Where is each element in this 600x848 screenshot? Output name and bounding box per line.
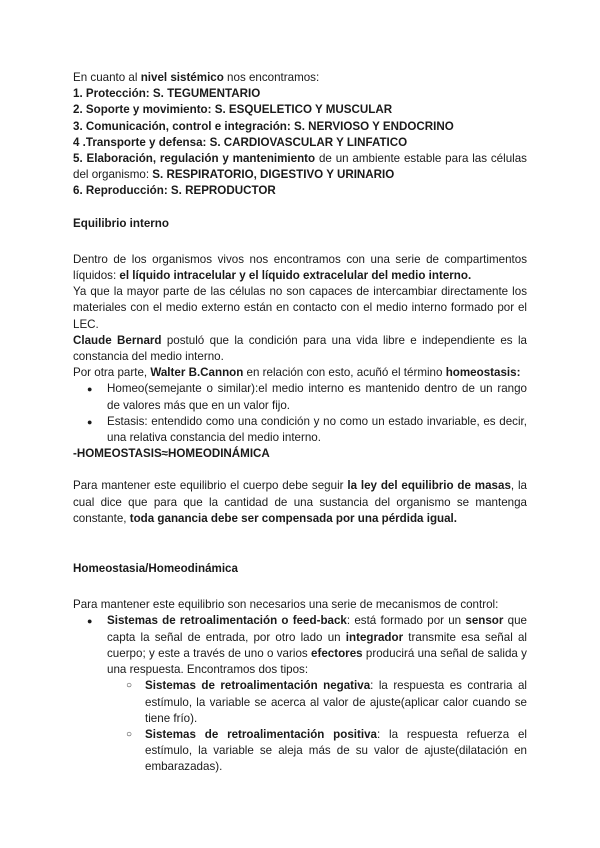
text: Dentro de los organismos vivos nos encontramos con una serie de compartimentos líquidos: [73, 252, 527, 283]
level-label: 6. Reproducción: [73, 184, 171, 198]
level-value: S. NERVIOSO Y ENDOCRINO [293, 119, 454, 133]
bold-text: Sistemas de retroalimentación negativa [145, 679, 371, 693]
text: Para mantener este equilibrio el cuerpo debe seguir [73, 479, 348, 493]
document-page [73, 70, 527, 776]
paragraph-mecanismos: Para mantener este equilibrio son necesarios una serie de mecanismos de control: [73, 598, 499, 612]
bold-text: Walter B.Cannon [150, 366, 244, 380]
level-label: 2. Soporte y movimiento: [73, 103, 215, 117]
level-value: S. RESPIRATORIO, DIGESTIVO Y URINARIO [152, 168, 395, 182]
level-item-6 [73, 183, 527, 199]
level-label: 4 .Transporte y defensa: [73, 135, 210, 149]
text: : la respuesta es contraria al estímulo, la variable se acerca al valor de ajuste(aplicar calor cuando se tiene frío). [145, 679, 527, 725]
equation-line [73, 446, 527, 462]
text: Por otra parte, [73, 366, 151, 380]
list-item-negative [73, 678, 527, 727]
list-item: ● Estasis: entendido como una condición y no como un estado invariable, es decir, una relativa constancia del medio interno. [73, 414, 527, 446]
list-item: ● Homeo(semejante o similar):el medio interno es mantenido dentro de un rango de valores más que en un valor fijo. [73, 381, 527, 413]
section-heading-equilibrio: Equilibrio interno [73, 216, 169, 230]
text: en relación con esto, acuñó el término [243, 366, 446, 380]
intro-text: En cuanto al [73, 71, 141, 84]
bold-text: Sistemas de retroalimentación positiva [145, 727, 377, 741]
feedback-subtypes-list [73, 678, 527, 775]
bold-text: toda ganancia debe ser compensada por una pérdida igual. [129, 511, 457, 525]
bold-text: integrador [345, 630, 404, 644]
intro-bold: nivel sistémico [140, 71, 224, 84]
bold-text: efectores [311, 646, 363, 660]
text: , la cual dice que para que la cantidad de una sustancia del organismo se mantenga constante, [73, 479, 527, 525]
level-item-3 [73, 119, 527, 135]
text: que capta la señal de entrada, por otro lado un [107, 614, 527, 644]
bold-text: la ley del equilibrio de masas [347, 479, 511, 493]
text: : está formado por un [346, 614, 466, 628]
level-value: S. ESQUELETICO Y MUSCULAR [214, 103, 393, 117]
level-item-5 [73, 151, 527, 183]
section-heading-homeostasia: Homeostasia/Homeodinámica [73, 562, 238, 576]
paragraph-bernard [73, 333, 527, 365]
level-label: 5. Elaboración, regulación y mantenimiento [73, 152, 316, 166]
text: transmite esa señal al cuerpo; y este a través de uno o varios [107, 630, 527, 660]
paragraph-lec: Ya que la mayor parte de las células no son capaces de intercambiar directamente los materiales con el medio externo están en contacto con el medio interno formado por el LEC. [73, 285, 527, 331]
bold-text: homeostasis: [445, 366, 521, 380]
text: : la respuesta refuerza el estímulo, la variable se aleja más de su valor de ajuste(dilatación en embarazadas). [145, 727, 527, 774]
homeostasis-list [73, 381, 527, 446]
bold-text: el líquido intracelular y el líquido extracelular del medio interno. [119, 269, 472, 283]
bold-text: sensor [465, 614, 504, 628]
level-item-2 [73, 102, 527, 118]
bold-text: Claude Bernard [73, 333, 162, 347]
level-label: 3. Comunicación, control e integración: [73, 119, 294, 133]
text: postuló que la condición para una vida libre e independiente es la constancia del medio interno. [73, 333, 527, 364]
feedback-list [73, 613, 527, 678]
bold-text: -HOMEOSTASIS≈HOMEODINÁMICA [73, 447, 270, 461]
intro-paragraph [73, 70, 527, 86]
paragraph-masas [73, 478, 527, 527]
level-value: S. TEGUMENTARIO [152, 87, 261, 101]
bold-text: Sistemas de retroalimentación o feed-back [107, 614, 347, 628]
list-item-feedback [73, 613, 527, 678]
level-value: S. REPRODUCTOR [170, 184, 276, 198]
list-item-positive [73, 727, 527, 776]
level-item-1 [73, 86, 527, 102]
level-label: 1. Protección: [73, 87, 153, 101]
text: producirá una señal de salida y una respuesta. Encontramos dos tipos: [107, 646, 527, 677]
paragraph-cannon [73, 365, 527, 381]
intro-text-2: nos encontramos: [223, 71, 320, 84]
level-value: S. CARDIOVASCULAR Y LINFATICO [209, 135, 408, 149]
level-item-4 [73, 135, 527, 151]
level-middle: de un ambiente estable para las células del organismo: [73, 152, 527, 182]
paragraph-compartimentos [73, 252, 527, 284]
